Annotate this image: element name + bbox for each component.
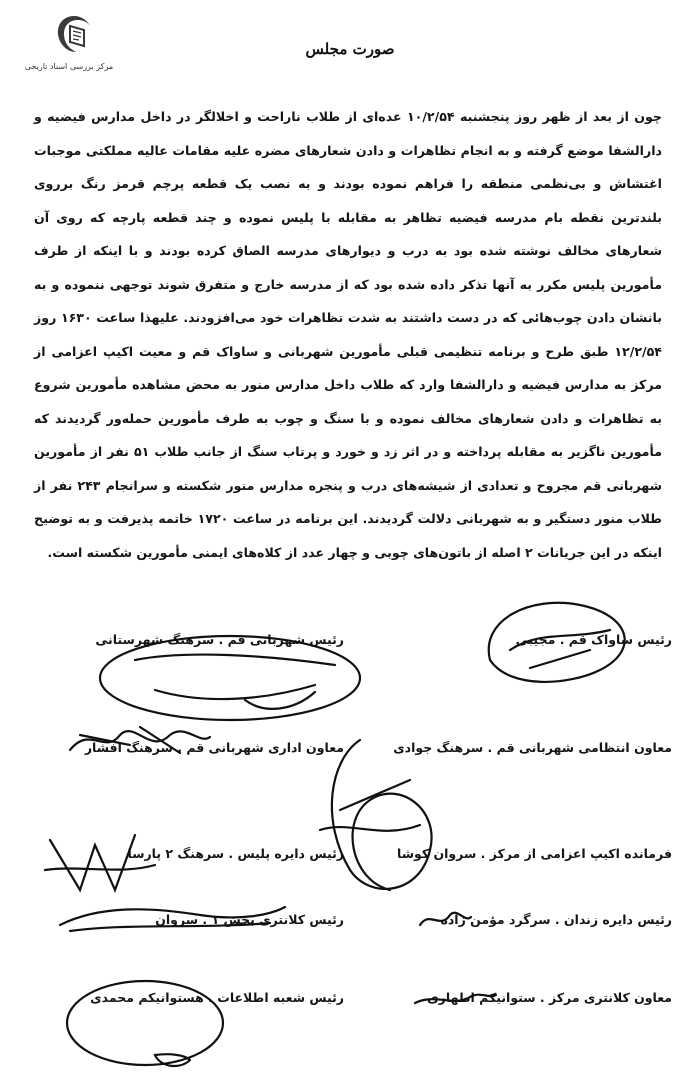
document-title: صورت مجلس: [305, 40, 395, 58]
signature-scribble-1: [470, 590, 650, 700]
signatory-team-commander: فرمانده اکیپ اعزامی از مرکز . سروان کوشا: [397, 846, 672, 861]
signatory-police-division: رئیس دایره پلیس . سرهنگ ۲ پارسا: [127, 846, 344, 861]
signatory-precinct-chief: رئیس کلانتری بخش ۱ . سروان: [155, 912, 344, 927]
signature-scribble-7: [415, 905, 475, 935]
signature-scribble-8: [60, 975, 230, 1075]
signatory-precinct-deputy: معاون کلانتری مرکز . ستوانیکم اطهاری: [427, 990, 672, 1005]
signature-scribble-9: [410, 985, 500, 1015]
signatory-police-chief: رئیس شهربانی قم . سرهنگ شهرستانی: [95, 632, 344, 647]
signatory-prison-head: رئیس دایره زندان . سرگرد مؤمن زاده: [440, 912, 672, 927]
signature-scribble-6: [50, 895, 290, 940]
signature-scribble-3: [60, 715, 220, 765]
signatory-deputy-security: معاون انتظامی شهربانی قم . سرهنگ جوادی: [393, 740, 672, 755]
signatory-intelligence-head: رئیس شعبه اطلاعات . هستوانیکم محمدی: [90, 990, 344, 1005]
signatory-deputy-admin: معاون اداری شهربانی قم . سرهنگ افشار: [84, 740, 344, 755]
archive-logo-text: مرکز بررسی اسناد تاریخی: [24, 62, 114, 71]
signature-scribble-4: [290, 720, 450, 910]
signature-scribble-5: [40, 820, 160, 900]
signatory-savak-chief: رئیس ساواک قم . مجیبی: [515, 632, 672, 647]
document-body: چون از بعد از ظهر روز پنجشنبه ۱۰/۲/۵۴ عده‌ای از طلاب ناراحت و اخلالگر در داخل مدارس فیضیه و دارالشفا موضع گرفته و به انجام تظاهرات و دادن شعارهای مضره علیه مقامات عالیه مملکتی موجبات اغتشاش و بی‌نظمی منطقه را فراهم نموده بودند و به نصب یک قطعه پرچم قرمز رنگ برروی بلندترین نقطه بام مدرسه فیضیه تظاهر به مقابله با پلیس نموده و چند قطعه پارچه که روی آن شعارهای مخالف نوشته شده بود به درب و دیوارهای مدرسه الصاق کرده بودند و با اینکه از طرف مأمورین پلیس مکرر به آنها تذکر داده شده بود که از مدرسه خارج و متفرق شوند توجهی ننموده و به بانشان دادن چوب‌هائی که در دست داشتند به شدت تظاهرات خود می‌افزودند. علیهذا ساعت ۱۶۳۰ روز ۱۲/۲/۵۴ طبق طرح و برنامه تنظیمی قبلی مأمورین شهربانی و ساواک قم و معیت اکیپ اعزامی از مرکز به مدارس فیضیه و دارالشفا وارد که طلاب داخل مدارس منور به محض مشاهده مأمورین شروع به تظاهرات و دادن شعارهای مخالف نموده و با سنگ و چوب به طرف مأمورین حمله‌ور گردیدند که مأمورین ناگزیر به مقابله پرداخته و در اثر زد و خورد و پرتاب سنگ از جانب طلاب ۵۱ نفر از مأمورین شهربانی قم مجروح و تعدادی از شیشه‌های درب و پنجره مدارس منور شکسته و سرانجام ۲۴۳ نفر از طلاب منور دستگیر و به شهربانی دلالت گردیدند. این برنامه در ساعت ۱۷۲۰ خاتمه پذیرفت و به توضیح اینکه در این جریانات ۲ اصله از باتون‌های چوبی و چهار عدد از کلاه‌های ایمنی مأمورین شکسته است.: [34, 109, 662, 560]
